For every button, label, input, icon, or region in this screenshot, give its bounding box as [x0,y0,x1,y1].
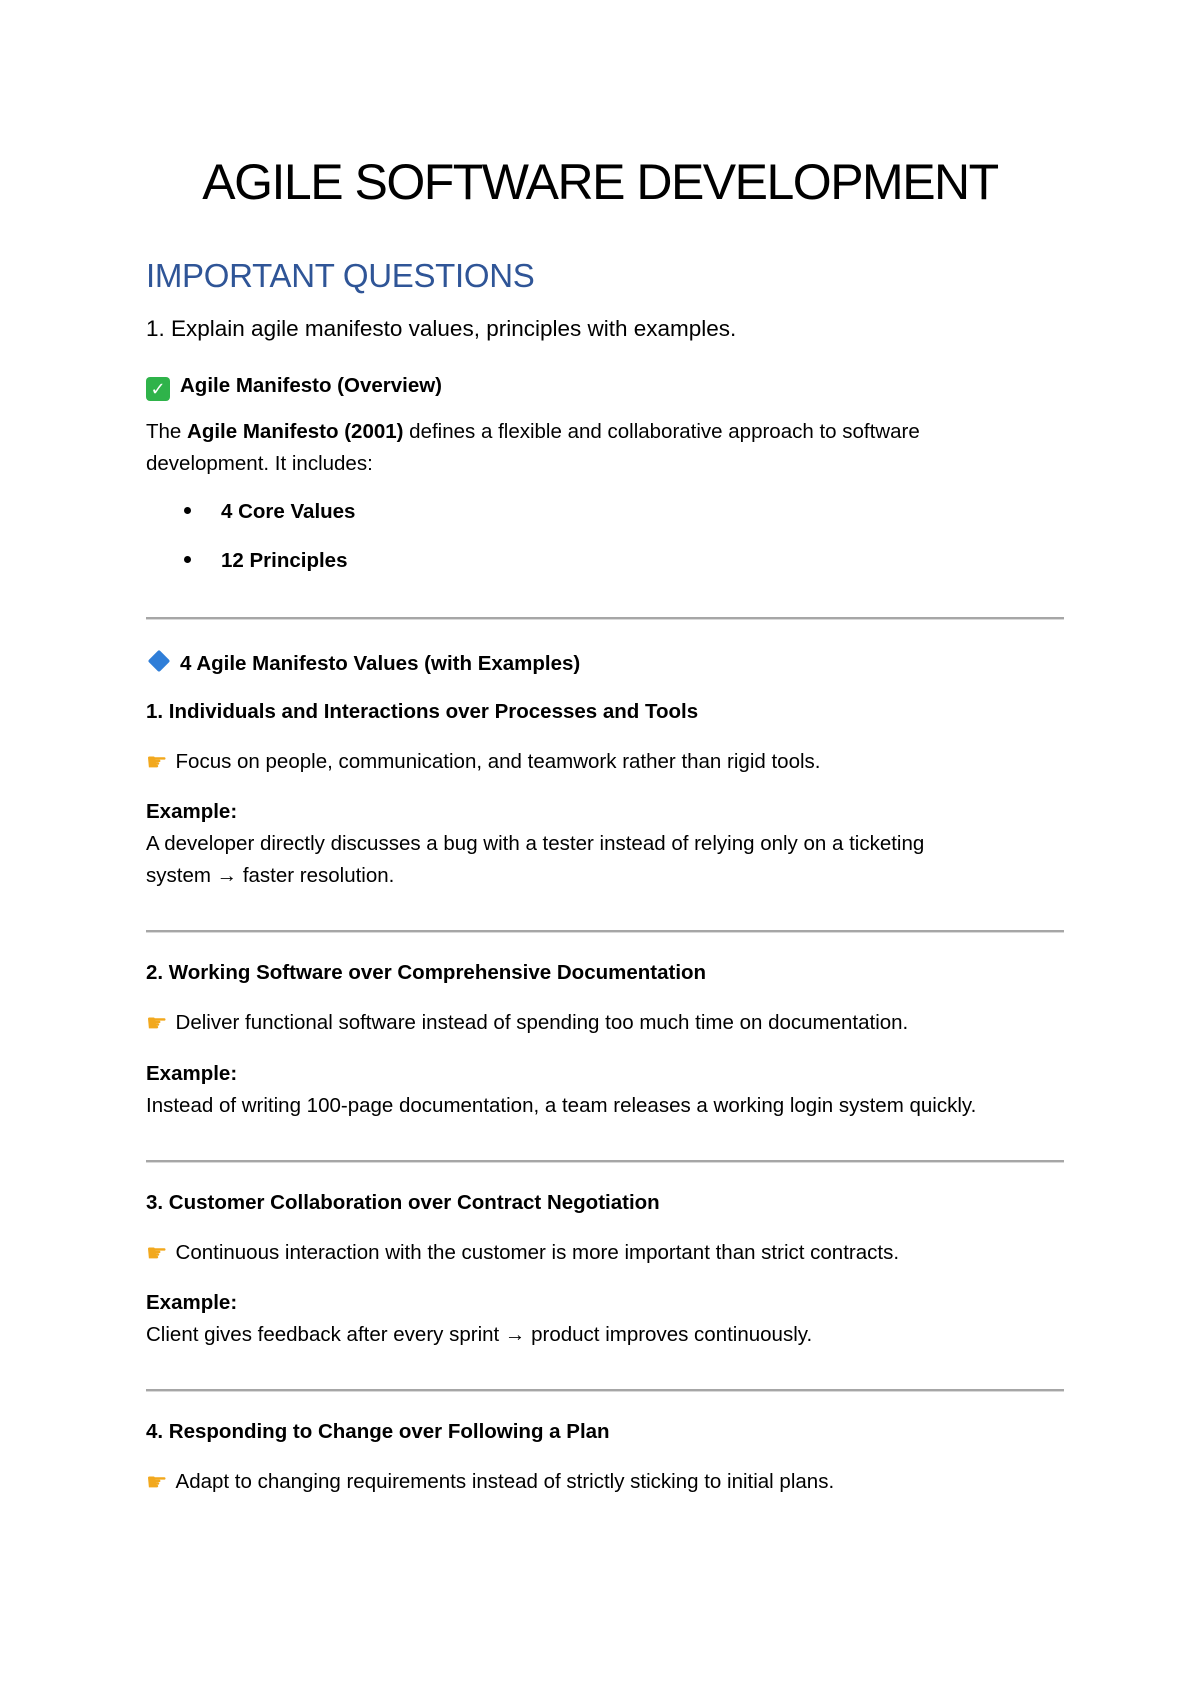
values-heading [146,648,580,680]
example-text-line1: A developer directly discusses a bug with a tester instead of relying only on a ticketing [146,832,925,855]
value-point-text: Adapt to changing requirements instead of strictly sticking to initial plans. [175,1470,835,1493]
value-point-text: Continuous interaction with the customer is more important than strict contracts. [175,1241,900,1264]
bullet-item [184,496,355,528]
bullet-icon [184,556,191,563]
overview-para-prefix: The [146,420,188,443]
overview-para-bold: Agile Manifesto (2001) [187,420,404,443]
pointing-hand-icon: ☛ [146,1240,168,1267]
values-heading-label: 4 Agile Manifesto Values (with Examples) [180,652,581,675]
value-title: 1. Individuals and Interactions over Processes and Tools [146,700,699,723]
blue-diamond-icon [148,650,171,673]
divider [146,1389,1064,1392]
overview-para-rest: defines a flexible and collaborative approach to software [403,420,920,443]
divider [146,1160,1064,1163]
example-label: Example: [146,1062,238,1085]
example-label: Example: [146,800,238,823]
overview-paragraph-line2: development. It includes: [146,452,373,475]
value-title: 4. Responding to Change over Following a Plan [146,1420,610,1443]
check-mark-icon: ✓ [146,377,170,401]
bullet-label: 12 Principles [221,549,348,572]
divider [146,930,1064,933]
overview-paragraph-line1 [146,416,920,448]
value-point [146,746,820,779]
document-title: AGILE SOFTWARE DEVELOPMENT [202,154,998,210]
value-point [146,1466,834,1499]
bullet-icon [184,507,191,514]
question-text: 1. Explain agile manifesto values, principles with examples. [146,316,737,341]
value-point-text: Focus on people, communication, and teamwork rather than rigid tools. [175,750,821,773]
example-text-line1: Instead of writing 100-page documentation, a team releases a working login system quickly. [146,1094,977,1117]
value-title: 2. Working Software over Comprehensive Documentation [146,961,707,984]
value-title: 3. Customer Collaboration over Contract Negotiation [146,1191,660,1214]
bullet-item [184,545,347,577]
divider [146,617,1064,620]
example-label: Example: [146,1291,238,1314]
section-heading: IMPORTANT QUESTIONS [146,257,535,294]
example-text-line1: Client gives feedback after every sprint → product improves continuously. [146,1323,813,1346]
pointing-hand-icon: ☛ [146,1469,168,1496]
value-point [146,1237,899,1270]
pointing-hand-icon: ☛ [146,749,168,776]
bullet-label: 4 Core Values [221,500,356,523]
value-point [146,1007,908,1040]
overview-heading-label: Agile Manifesto (Overview) [180,374,443,397]
overview-heading [146,370,442,402]
example-text-line2: system → faster resolution. [146,864,395,887]
value-point-text: Deliver functional software instead of spending too much time on documentation. [175,1011,909,1034]
pointing-hand-icon: ☛ [146,1010,168,1037]
